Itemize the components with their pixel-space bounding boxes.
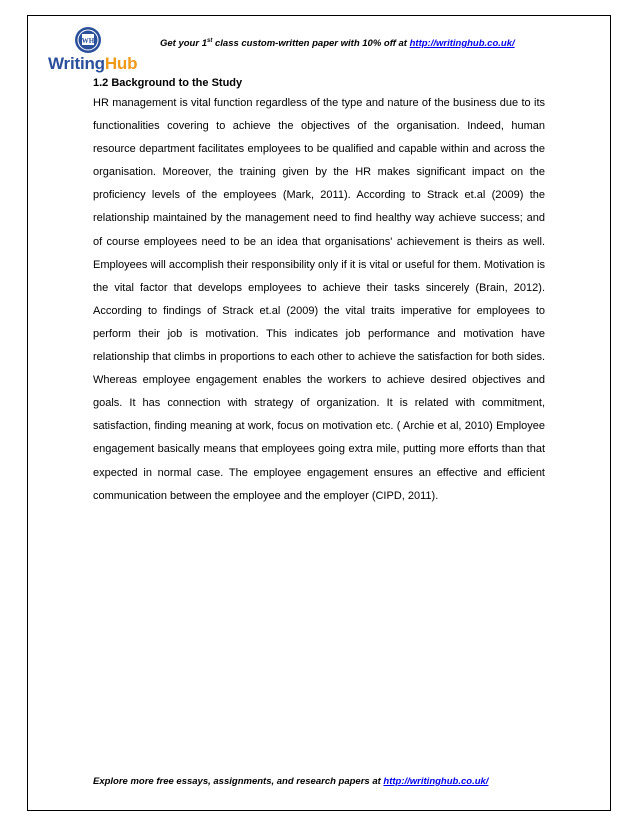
logo-badge-text: WH xyxy=(81,37,95,45)
footer-link[interactable]: http://writinghub.co.uk/ xyxy=(383,776,489,787)
promo-superscript: st xyxy=(207,38,213,44)
promo-link[interactable]: http://writinghub.co.uk/ xyxy=(409,38,515,50)
section-heading: 1.2 Background to the Study xyxy=(93,77,243,89)
logo-name-hub: Hub xyxy=(104,54,138,73)
footer xyxy=(93,776,488,787)
promo-middle: class custom-written paper with 10% off at xyxy=(212,38,410,50)
footer-text: Explore more free essays, assignments, and research papers at xyxy=(93,776,384,787)
section-paragraph: HR management is vital function regardless of the type and nature of the business due to its functionalities covering to achieve the objectives of the organisation. Indeed, human resource department facilitates employees to be qualified and capable within and across the organisation. Moreover, the training given by the HR makes significant impact on the proficiency levels of the employees (Mark, 2011). According to Strack et.al (2009) the relationship maintained by the management need to find healthy way achieve success; and of course employees need to be an idea that organisations' achievement is theirs as well. Employees will accomplish their responsibility only if it is vital or useful for them. Motivation is the vital factor that develops employees to achieve their tasks sincerely (Brain, 2012). According to findings of Strack et.al (2009) the vital traits imperative for employees to perform their job is motivation. This indicates job performance and motivation have relationship that climbs in proportions to each other to achieve the satisfaction for both sides. Whereas employee engagement enables the workers to achieve desired objectives and goals. It has connection with strategy of organization. It is related with commitment, satisfaction, finding meaning at work, focus on motivation etc. ( Archie et al, 2010) Employee engagement basically means that employees going extra mile, putting more efforts than that expected in normal case. The employee engagement ensures an effective and efficient communication between the employee and the employer (CIPD, 2011). xyxy=(93,97,545,502)
logo-name-writing: Writing xyxy=(48,54,105,73)
promo-prefix: Get your 1 xyxy=(160,38,207,50)
book-badge-icon xyxy=(74,26,102,54)
writinghub-logo[interactable] xyxy=(48,26,138,76)
header-promo xyxy=(160,38,515,49)
logo-wordmark xyxy=(48,54,137,74)
